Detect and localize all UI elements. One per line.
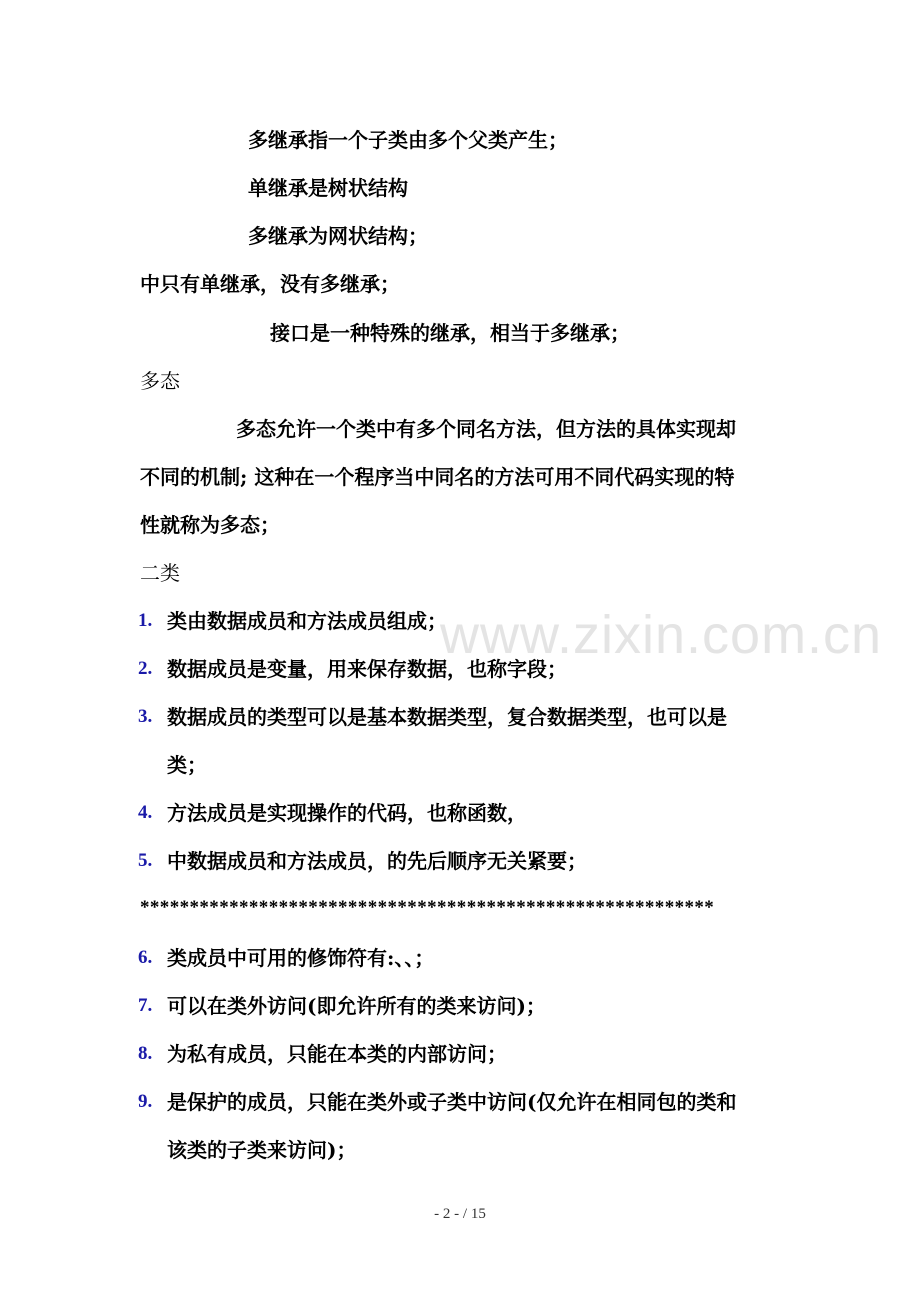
- list-number: 4.: [138, 802, 153, 823]
- list-number: 1.: [138, 610, 153, 631]
- list-text: 方法成员是实现操作的代码，也称函数，: [167, 801, 527, 825]
- polymorphism-heading: 多态: [140, 369, 180, 393]
- page-number: - 2 - / 15: [434, 1206, 486, 1222]
- polymorphism-paragraph-line-3: 性就称为多态；: [140, 513, 280, 537]
- polymorphism-paragraph-line-2: 不同的机制; 这种在一个程序当中同名的方法可用不同代码实现的特: [140, 465, 735, 489]
- list-text: 为私有成员，只能在本类的内部访问；: [167, 1042, 507, 1066]
- class-heading: 二类: [140, 561, 180, 585]
- polymorphism-paragraph-line-1: 多态允许一个类中有多个同名方法，但方法的具体实现却: [236, 417, 736, 441]
- only-single-inheritance: 中只有单继承，没有多继承；: [140, 272, 400, 296]
- list-text: 类成员中可用的修饰符有:、、；: [167, 946, 435, 970]
- multi-inheritance-network: 多继承为网状结构；: [248, 224, 428, 248]
- list-number: 3.: [138, 706, 153, 727]
- watermark: www.zixin.com.cn: [440, 605, 883, 665]
- list-text-continuation: 类；: [167, 753, 207, 777]
- list-text: 类由数据成员和方法成员组成；: [167, 609, 447, 633]
- list-text: 可以在类外访问(即允许所有的类来访问)；: [167, 994, 546, 1018]
- list-text: 数据成员的类型可以是基本数据类型，复合数据类型，也可以是: [167, 705, 727, 729]
- list-text-continuation: 该类的子类来访问)；: [167, 1138, 357, 1162]
- list-text: 是保护的成员，只能在类外或子类中访问(仅允许在相同包的类和: [167, 1090, 737, 1114]
- multi-inheritance-definition: 多继承指一个子类由多个父类产生；: [248, 128, 568, 152]
- list-number: 7.: [138, 995, 153, 1016]
- list-text: 中数据成员和方法成员，的先后顺序无关紧要；: [167, 849, 587, 873]
- interface-inheritance: 接口是一种特殊的继承，相当于多继承；: [270, 321, 630, 345]
- single-inheritance-tree: 单继承是树状结构: [248, 176, 408, 200]
- list-number: 9.: [138, 1091, 153, 1112]
- list-text: 数据成员是变量，用来保存数据，也称字段；: [167, 657, 567, 681]
- list-number: 8.: [138, 1043, 153, 1064]
- list-number: 6.: [138, 947, 153, 968]
- separator-line: **********************************************************: [140, 897, 715, 918]
- list-number: 5.: [138, 850, 153, 871]
- list-number: 2.: [138, 658, 153, 679]
